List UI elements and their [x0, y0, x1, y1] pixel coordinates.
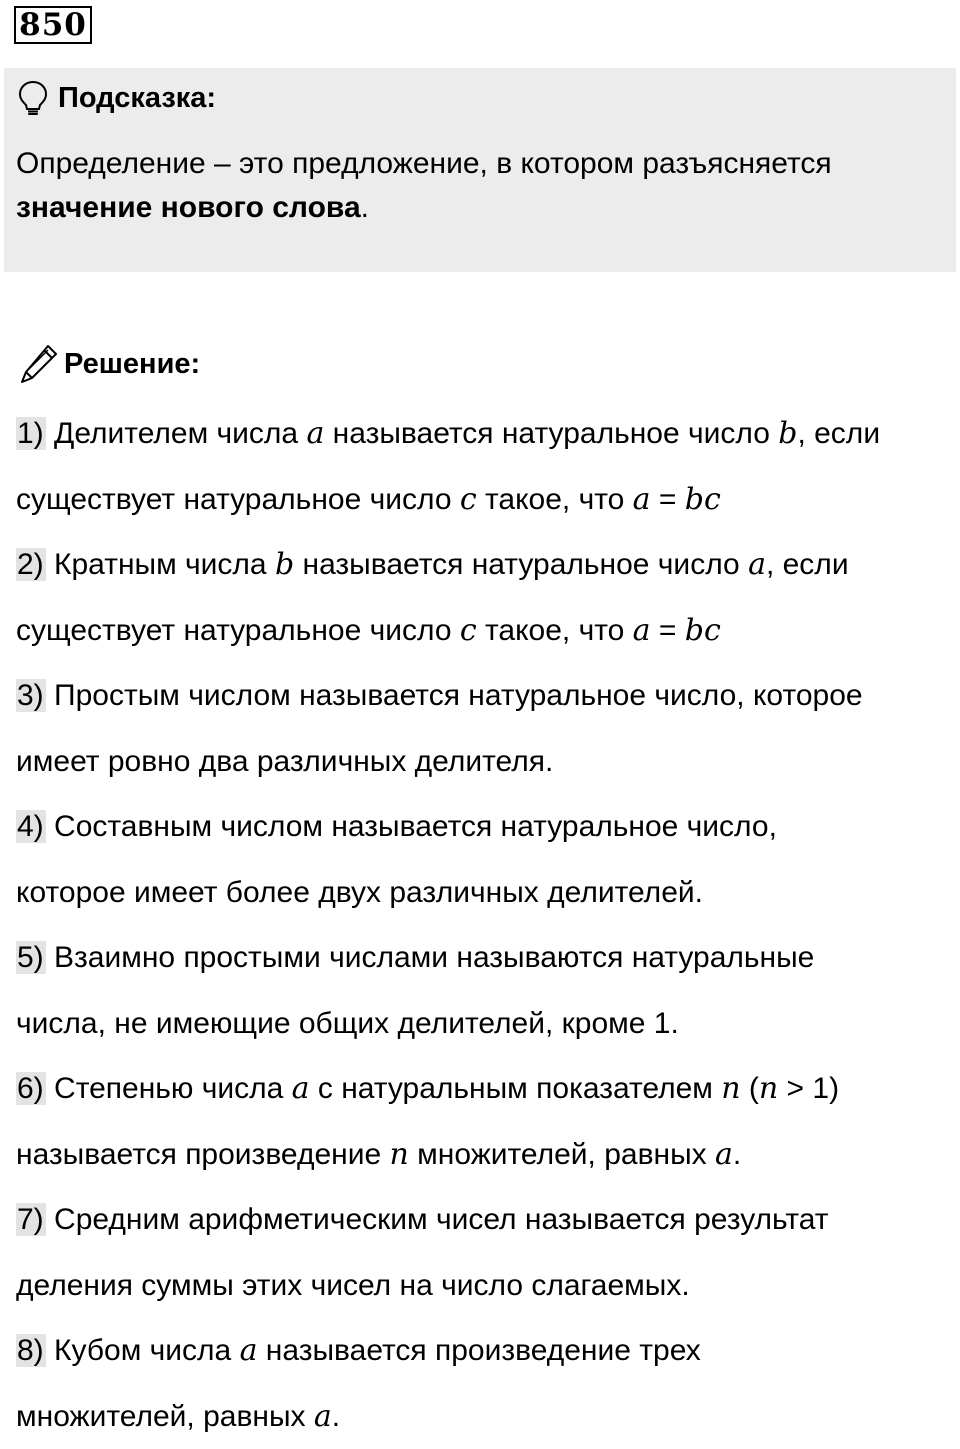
- solution-item-5-line-1: [16, 925, 951, 991]
- item-text: Степенью числа: [46, 1072, 292, 1105]
- item-text: Средним арифметическим чисел называется результат: [46, 1203, 829, 1236]
- math-variable: a: [715, 1137, 733, 1172]
- item-number: 2): [16, 548, 46, 581]
- math-variable: n: [759, 1071, 778, 1106]
- solution-item-1-line-2: [16, 467, 951, 533]
- solution-item-6-line-2: [16, 1122, 951, 1188]
- lightbulb-icon: [16, 80, 50, 116]
- solution-item-4-line-2: [16, 860, 951, 926]
- math-variable: c: [460, 613, 477, 648]
- item-text: такое, что: [477, 614, 633, 647]
- hint-text-bold: значение нового слова: [16, 191, 361, 224]
- math-variable: b: [275, 547, 294, 582]
- solution-item-1-line-1: [16, 401, 951, 467]
- item-text: существует натуральное число: [16, 614, 460, 647]
- item-text: числа, не имеющие общих делителей, кроме 1.: [16, 1007, 679, 1040]
- pencil-icon: [18, 342, 60, 386]
- item-text: .: [733, 1138, 741, 1171]
- item-text: Кратным числа: [46, 548, 275, 581]
- item-text: Делителем числа: [46, 417, 307, 450]
- math-variable: bc: [685, 613, 721, 648]
- math-variable: b: [778, 416, 797, 451]
- solution-item-3-line-1: [16, 663, 951, 729]
- item-text: такое, что: [477, 483, 633, 516]
- item-text: с натуральным показателем: [310, 1072, 722, 1105]
- hint-text-main: Определение – это предложение, в котором разъясняется: [16, 147, 832, 180]
- math-variable: a: [314, 1399, 332, 1434]
- solution-item-3-line-2: [16, 729, 951, 795]
- item-number: 4): [16, 810, 46, 843]
- solution-item-7-line-1: [16, 1187, 951, 1253]
- math-variable: a: [633, 482, 651, 517]
- math-variable: a: [240, 1333, 258, 1368]
- solution-item-4-line-1: [16, 794, 951, 860]
- item-text: множителей, равных: [16, 1400, 314, 1433]
- item-text: называется натуральное число: [324, 417, 778, 450]
- hint-header: [16, 80, 216, 116]
- solution-item-2-line-2: [16, 598, 951, 664]
- item-text: , если: [797, 417, 880, 450]
- math-variable: n: [721, 1071, 740, 1106]
- math-variable: n: [389, 1137, 408, 1172]
- item-number: 6): [16, 1072, 46, 1105]
- solution-item-7-line-2: [16, 1253, 951, 1319]
- item-text: называется натуральное число: [294, 548, 748, 581]
- item-text: (: [741, 1072, 759, 1105]
- solution-item-2-line-1: [16, 532, 951, 598]
- item-text: =: [651, 483, 685, 516]
- item-text: Составным числом называется натуральное число,: [46, 810, 777, 843]
- hint-text: [16, 142, 936, 230]
- solution-title: Решение:: [64, 348, 200, 381]
- solution-item-5-line-2: [16, 991, 951, 1057]
- item-number: 3): [16, 679, 46, 712]
- solution-item-8-line-1: [16, 1318, 951, 1384]
- item-text: > 1): [778, 1072, 839, 1105]
- solution-item-8-line-2: [16, 1384, 951, 1449]
- math-variable: a: [633, 613, 651, 648]
- task-number: 850: [14, 6, 92, 44]
- item-text: называется произведение трех: [257, 1334, 700, 1367]
- item-number: 8): [16, 1334, 46, 1367]
- item-text: =: [651, 614, 685, 647]
- item-number: 7): [16, 1203, 46, 1236]
- math-variable: a: [748, 547, 766, 582]
- item-text: Простым числом называется натуральное число, которое: [46, 679, 863, 712]
- item-text: имеет ровно два различных делителя.: [16, 745, 553, 778]
- item-text: существует натуральное число: [16, 483, 460, 516]
- math-variable: a: [306, 416, 324, 451]
- math-variable: c: [460, 482, 477, 517]
- solution-list: [16, 401, 951, 1449]
- item-text: деления суммы этих чисел на число слагаемых.: [16, 1269, 690, 1302]
- item-number: 1): [16, 417, 46, 450]
- item-number: 5): [16, 941, 46, 974]
- item-text: , если: [766, 548, 849, 581]
- item-text: Кубом числа: [46, 1334, 240, 1367]
- hint-text-end: .: [361, 191, 369, 224]
- solution-item-6-line-1: [16, 1056, 951, 1122]
- item-text: .: [332, 1400, 340, 1433]
- math-variable: bc: [685, 482, 721, 517]
- item-text: которое имеет более двух различных делителей.: [16, 876, 703, 909]
- item-text: Взаимно простыми числами называются натуральные: [46, 941, 815, 974]
- solution-header: [18, 342, 200, 386]
- item-text: называется произведение: [16, 1138, 389, 1171]
- math-variable: a: [292, 1071, 310, 1106]
- hint-title: Подсказка:: [58, 82, 216, 115]
- item-text: множителей, равных: [409, 1138, 715, 1171]
